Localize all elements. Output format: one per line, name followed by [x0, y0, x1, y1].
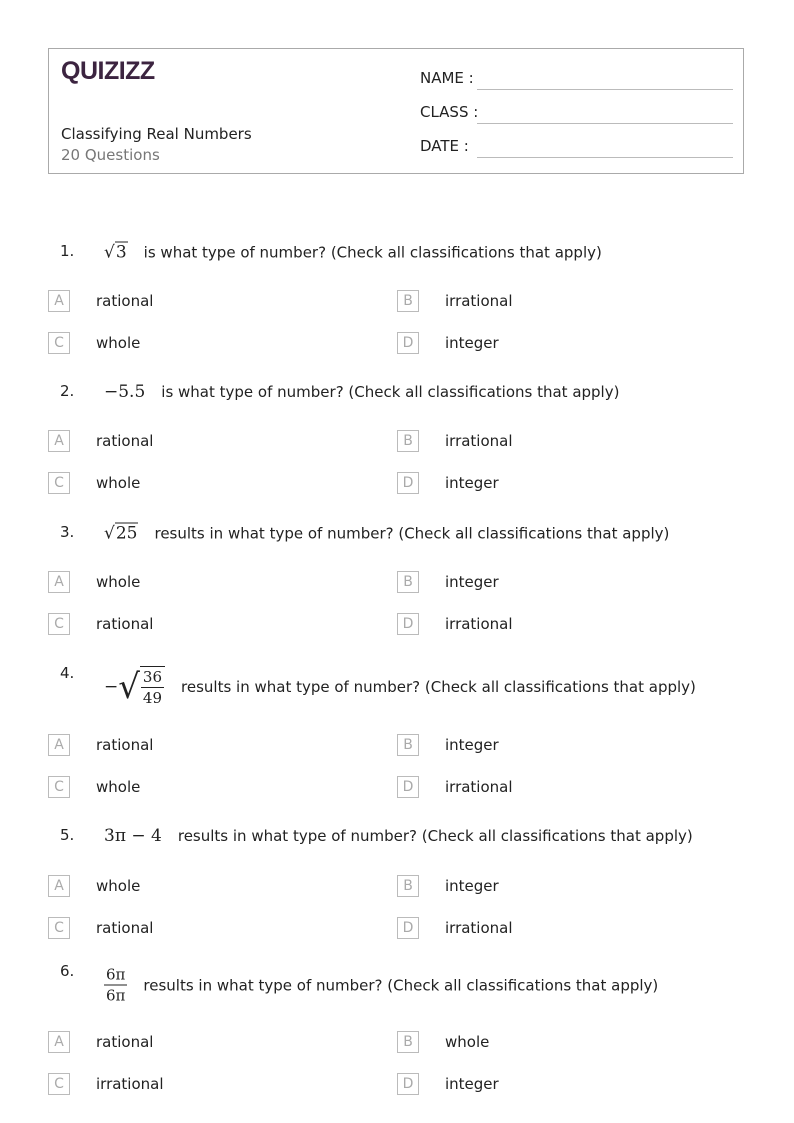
option-label: integer [445, 736, 499, 754]
answer-option[interactable] [48, 430, 153, 452]
question-text: results in what type of number? (Check all classifications that apply) [181, 678, 696, 696]
question-text: is what type of number? (Check all classifications that apply) [143, 243, 602, 261]
math-expression: − √ $\frac{36}{49}$ [104, 666, 165, 708]
class-label: CLASS : [420, 103, 479, 121]
answer-option[interactable] [397, 917, 513, 939]
question-number: 6. [60, 962, 75, 980]
option-label: irrational [96, 1075, 164, 1093]
math-expression [104, 826, 162, 846]
option-label: irrational [445, 919, 513, 937]
question-text: is what type of number? (Check all classifications that apply) [161, 383, 620, 401]
answer-option[interactable] [397, 332, 499, 354]
option-label: whole [96, 334, 141, 352]
option-label: whole [96, 877, 141, 895]
answer-option[interactable] [397, 1031, 489, 1053]
option-checkbox[interactable]: C [48, 917, 70, 939]
answer-option[interactable] [397, 290, 513, 312]
option-checkbox[interactable]: C [48, 332, 70, 354]
option-checkbox[interactable]: D [397, 776, 419, 798]
option-checkbox[interactable]: D [397, 1073, 419, 1095]
name-field[interactable] [477, 89, 733, 90]
answer-option[interactable] [48, 472, 140, 494]
option-label: whole [96, 778, 141, 796]
option-label: whole [96, 474, 141, 492]
math-value: 3π − 4 [104, 826, 162, 846]
option-label: irrational [445, 292, 513, 310]
radicand: 25 [115, 523, 138, 544]
option-label: integer [445, 877, 499, 895]
date-label: DATE : [420, 137, 469, 155]
class-field[interactable] [477, 123, 733, 124]
option-label: rational [96, 292, 154, 310]
option-checkbox[interactable]: B [397, 430, 419, 452]
option-label: integer [445, 573, 499, 591]
answer-option[interactable] [397, 875, 499, 897]
answer-option[interactable] [48, 1073, 164, 1095]
answer-option[interactable] [48, 290, 153, 312]
question-text: results in what type of number? (Check all classifications that apply) [154, 524, 670, 542]
answer-option[interactable] [48, 734, 153, 756]
question-number: 3. [60, 523, 75, 541]
option-checkbox[interactable]: B [397, 571, 419, 593]
option-checkbox[interactable]: C [48, 613, 70, 635]
answer-option[interactable] [48, 917, 153, 939]
option-checkbox[interactable]: A [48, 430, 70, 452]
answer-option[interactable] [48, 776, 140, 798]
option-checkbox[interactable]: B [397, 734, 419, 756]
answer-option[interactable] [48, 1031, 153, 1053]
radicand: 3 [115, 242, 127, 263]
option-checkbox[interactable]: A [48, 875, 70, 897]
question-number: 2. [60, 382, 75, 400]
question-number: 1. [60, 242, 75, 260]
math-expression [104, 382, 145, 402]
question-number: 4. [60, 664, 75, 682]
option-checkbox[interactable]: B [397, 875, 419, 897]
answer-option[interactable] [48, 571, 140, 593]
denominator: 49 [142, 689, 163, 707]
answer-option[interactable] [397, 571, 499, 593]
option-checkbox[interactable]: C [48, 472, 70, 494]
answer-option[interactable] [48, 613, 153, 635]
option-label: rational [96, 736, 154, 754]
option-label: rational [96, 615, 154, 633]
option-label: irrational [445, 432, 513, 450]
option-label: whole [445, 1033, 490, 1051]
option-checkbox[interactable]: D [397, 613, 419, 635]
answer-option[interactable] [48, 332, 140, 354]
option-checkbox[interactable]: A [48, 290, 70, 312]
option-checkbox[interactable]: B [397, 1031, 419, 1053]
denominator: 6π [106, 986, 126, 1005]
question-number: 5. [60, 826, 75, 844]
numerator: 36 [142, 668, 163, 686]
answer-option[interactable] [397, 472, 499, 494]
name-label: NAME : [420, 69, 474, 87]
answer-option[interactable] [48, 875, 140, 897]
numerator: 6π [106, 965, 126, 984]
question-text: results in what type of number? (Check all classifications that apply) [143, 976, 659, 994]
option-label: integer [445, 334, 499, 352]
answer-option[interactable] [397, 430, 513, 452]
option-label: whole [96, 573, 141, 591]
option-label: irrational [445, 615, 513, 633]
option-label: integer [445, 474, 499, 492]
option-label: integer [445, 1075, 499, 1093]
option-checkbox[interactable]: A [48, 571, 70, 593]
answer-option[interactable] [397, 613, 513, 635]
option-checkbox[interactable]: C [48, 1073, 70, 1095]
option-checkbox[interactable]: A [48, 1031, 70, 1053]
math-value: −5.5 [104, 382, 146, 402]
option-checkbox[interactable]: D [397, 472, 419, 494]
option-checkbox[interactable]: D [397, 917, 419, 939]
option-checkbox[interactable]: A [48, 734, 70, 756]
math-expression: √ 25 [104, 523, 138, 544]
option-checkbox[interactable]: D [397, 332, 419, 354]
worksheet-header [48, 48, 744, 174]
math-expression: √ 3 [104, 242, 127, 263]
option-label: irrational [445, 778, 513, 796]
question-count: 20 Questions [61, 146, 160, 164]
answer-option[interactable] [397, 734, 499, 756]
option-label: rational [96, 1033, 154, 1051]
question-text: results in what type of number? (Check all classifications that apply) [177, 827, 693, 845]
answer-option[interactable] [397, 1073, 499, 1095]
worksheet-title: Classifying Real Numbers [61, 125, 252, 143]
option-checkbox[interactable]: B [397, 290, 419, 312]
date-field[interactable] [477, 157, 733, 158]
quizizz-logo: QUIZIZZ [61, 57, 155, 85]
option-checkbox[interactable]: C [48, 776, 70, 798]
answer-option[interactable] [397, 776, 513, 798]
option-label: rational [96, 432, 154, 450]
math-expression [104, 965, 127, 1006]
option-label: rational [96, 919, 154, 937]
